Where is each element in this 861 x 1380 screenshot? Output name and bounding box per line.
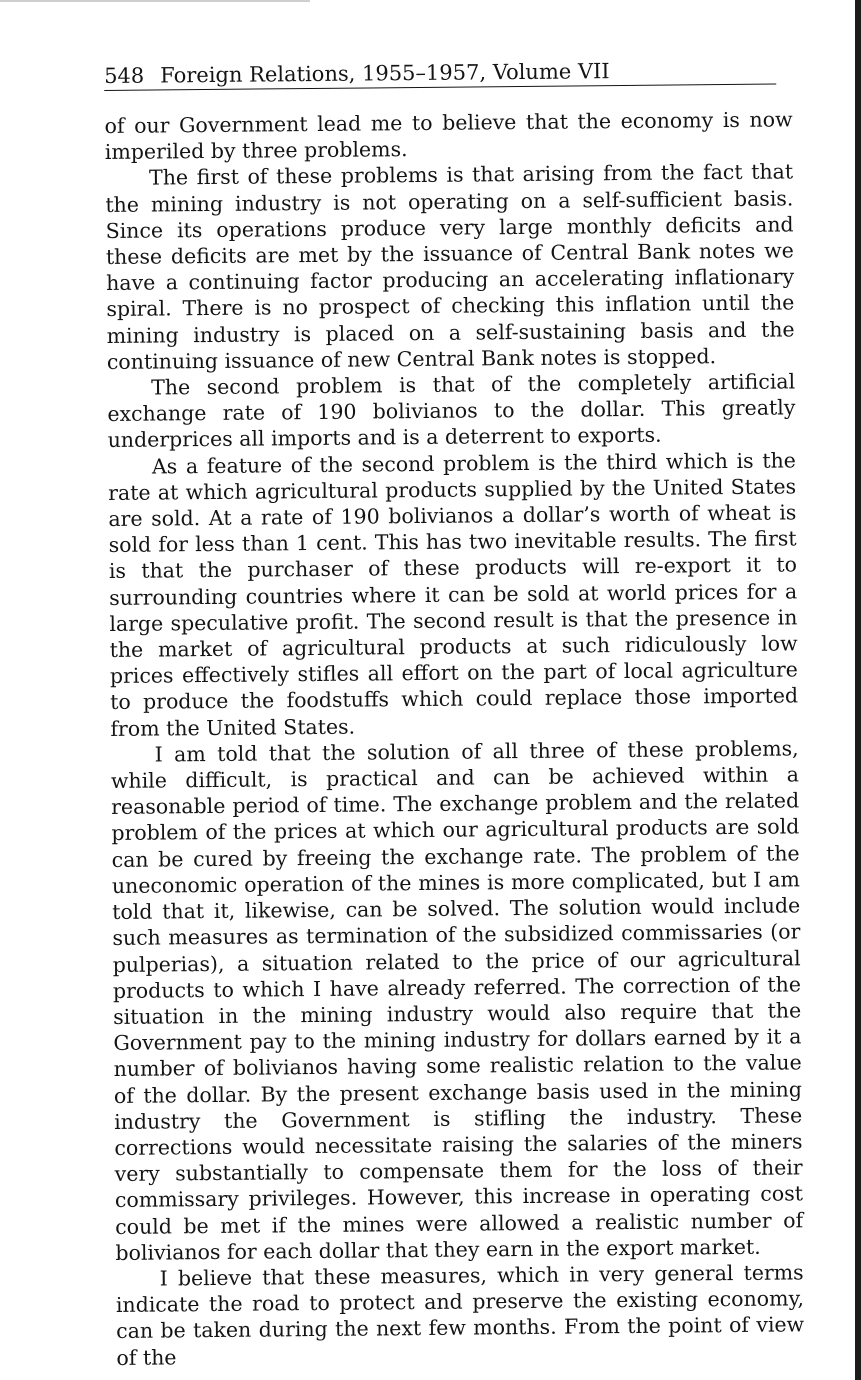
paragraph-continuation: of our Government lead me to believe that the economy is now imperiled by three problems. — [104, 107, 793, 165]
running-head — [104, 56, 776, 91]
scan-edge-line — [0, 0, 310, 2]
document-page — [104, 55, 805, 1370]
paragraph-measures: I believe that these measures, which in very general terms indicate the road to protect and preserve the existing economy, can be taken during the next few months. From the point of view of the — [115, 1260, 805, 1370]
page-number: 548 — [104, 63, 145, 88]
paragraph-third-problem: As a feature of the second problem is the third which is the rate at which agricultural products supplied by the United States are sold. At a rate of 190 bolivianos a dollar’s worth of wheat is sold for less than 1 cent. This has two inevitable results. The first is that the purchaser of these products will re-export it to surrounding countries where it can be sold at world prices for a large speculative profit. The second result is that the presence in the market of agricultural products at such ridiculously low prices effectively stifles all effort on the part of local agriculture to produce the foodstuffs which could replace those imported from the United States. — [108, 448, 799, 741]
paragraph-first-problem: The first of these problems is that arising from the fact that the mining industry is not operating on a self-sufficient basis. Since its operations produce very large monthly deficits and these deficits are met by the issuance of Central Bank notes we have a continuing factor producing an accelerating inflationary spiral. There is no prospect of checking this inflation until the mining industry is placed on a self-sustaining basis and the continuing issuance of new Central Bank notes is stopped. — [105, 159, 795, 374]
volume-title: Foreign Relations, 1955–1957, Volume VII — [160, 59, 610, 88]
body-text — [104, 106, 804, 1370]
paragraph-solution: I am told that the solution of all three of these problems, while difficult, is practical and can be achieved within a reasonable period of time. The exchange problem and the related problem of the prices at which our agricultural products are sold can be cured by freeing the exchange rate. The problem of the uneconomic operation of the mines is more complicated, but I am told that it, likewise, can be solved. The solution would include such measures as termination of the subsidized commissaries (or pulperias), a situation related to the price of our agricultural products to which I have already referred. The correction of the situation in the mining industry would also require that the Government pay to the mining industry for dollars earned by it a number of bolivianos having some realistic relation to the value of the dollar. By the present exchange basis used in the mining industry the Government is stifling the industry. These corrections would necessitate raising the salaries of the miners very substantially to compensate them for the loss of their commissary privileges. However, this increase in operating cost could be met if the mines were allowed a realistic number of bolivianos for each dollar that they earn in the export market. — [110, 736, 804, 1265]
scan-border — [855, 0, 861, 1380]
paragraph-second-problem: The second problem is that of the completely artificial exchange rate of 190 bolivianos to the dollar. This greatly underprices all imports and is a deterrent to exports. — [107, 369, 796, 453]
